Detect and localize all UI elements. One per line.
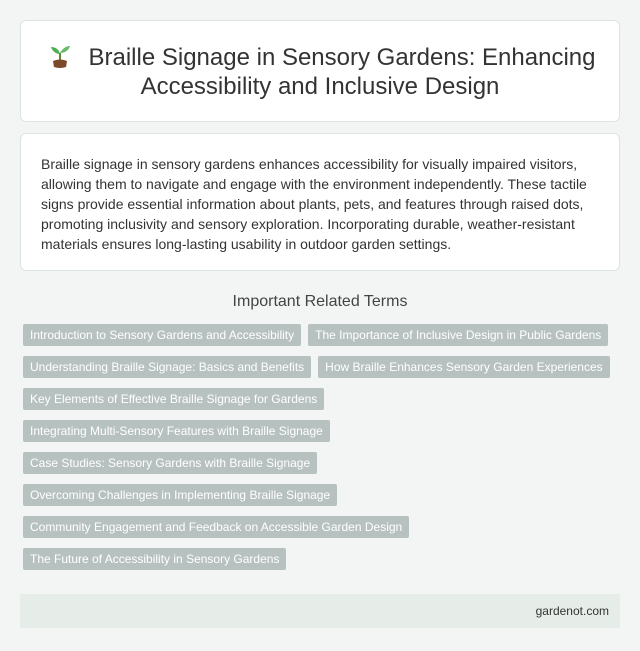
footer-site-link[interactable]: gardenot.com [535, 604, 609, 618]
related-term-tag[interactable]: Case Studies: Sensory Gardens with Braille Signage [23, 452, 317, 474]
page-title [41, 41, 599, 101]
related-term-tag[interactable]: Community Engagement and Feedback on Accessible Garden Design [23, 516, 409, 538]
related-terms-list [20, 319, 620, 575]
summary-card [20, 133, 620, 271]
related-term-tag[interactable]: Introduction to Sensory Gardens and Accessibility [23, 324, 301, 346]
related-term-tag[interactable]: Overcoming Challenges in Implementing Braille Signage [23, 484, 337, 506]
summary-text: Braille signage in sensory gardens enhances accessibility for visually impaired visitors, allowing them to navigate and engage with the environment independently. These tactile signs provide essential information about plants, pets, and features through raised dots, promoting inclusivity and sensory exploration. Incorporating durable, weather-resistant materials ensures long-lasting usability in outdoor garden settings. [41, 156, 587, 252]
footer [20, 594, 620, 628]
related-term-tag[interactable]: Integrating Multi-Sensory Features with Braille Signage [23, 420, 330, 442]
related-term-tag[interactable]: Key Elements of Effective Braille Signage for Gardens [23, 388, 324, 410]
sprout-icon [45, 41, 75, 69]
related-term-tag[interactable]: The Future of Accessibility in Sensory Gardens [23, 548, 286, 570]
related-terms-heading: Important Related Terms [232, 293, 408, 310]
related-term-tag[interactable]: The Importance of Inclusive Design in Public Gardens [308, 324, 608, 346]
header-card [20, 20, 620, 122]
page-title-text: Braille Signage in Sensory Gardens: Enhancing Accessibility and Inclusive Design [88, 44, 596, 100]
related-term-tag[interactable]: Understanding Braille Signage: Basics and Benefits [23, 356, 311, 378]
related-term-tag[interactable]: How Braille Enhances Sensory Garden Experiences [318, 356, 609, 378]
